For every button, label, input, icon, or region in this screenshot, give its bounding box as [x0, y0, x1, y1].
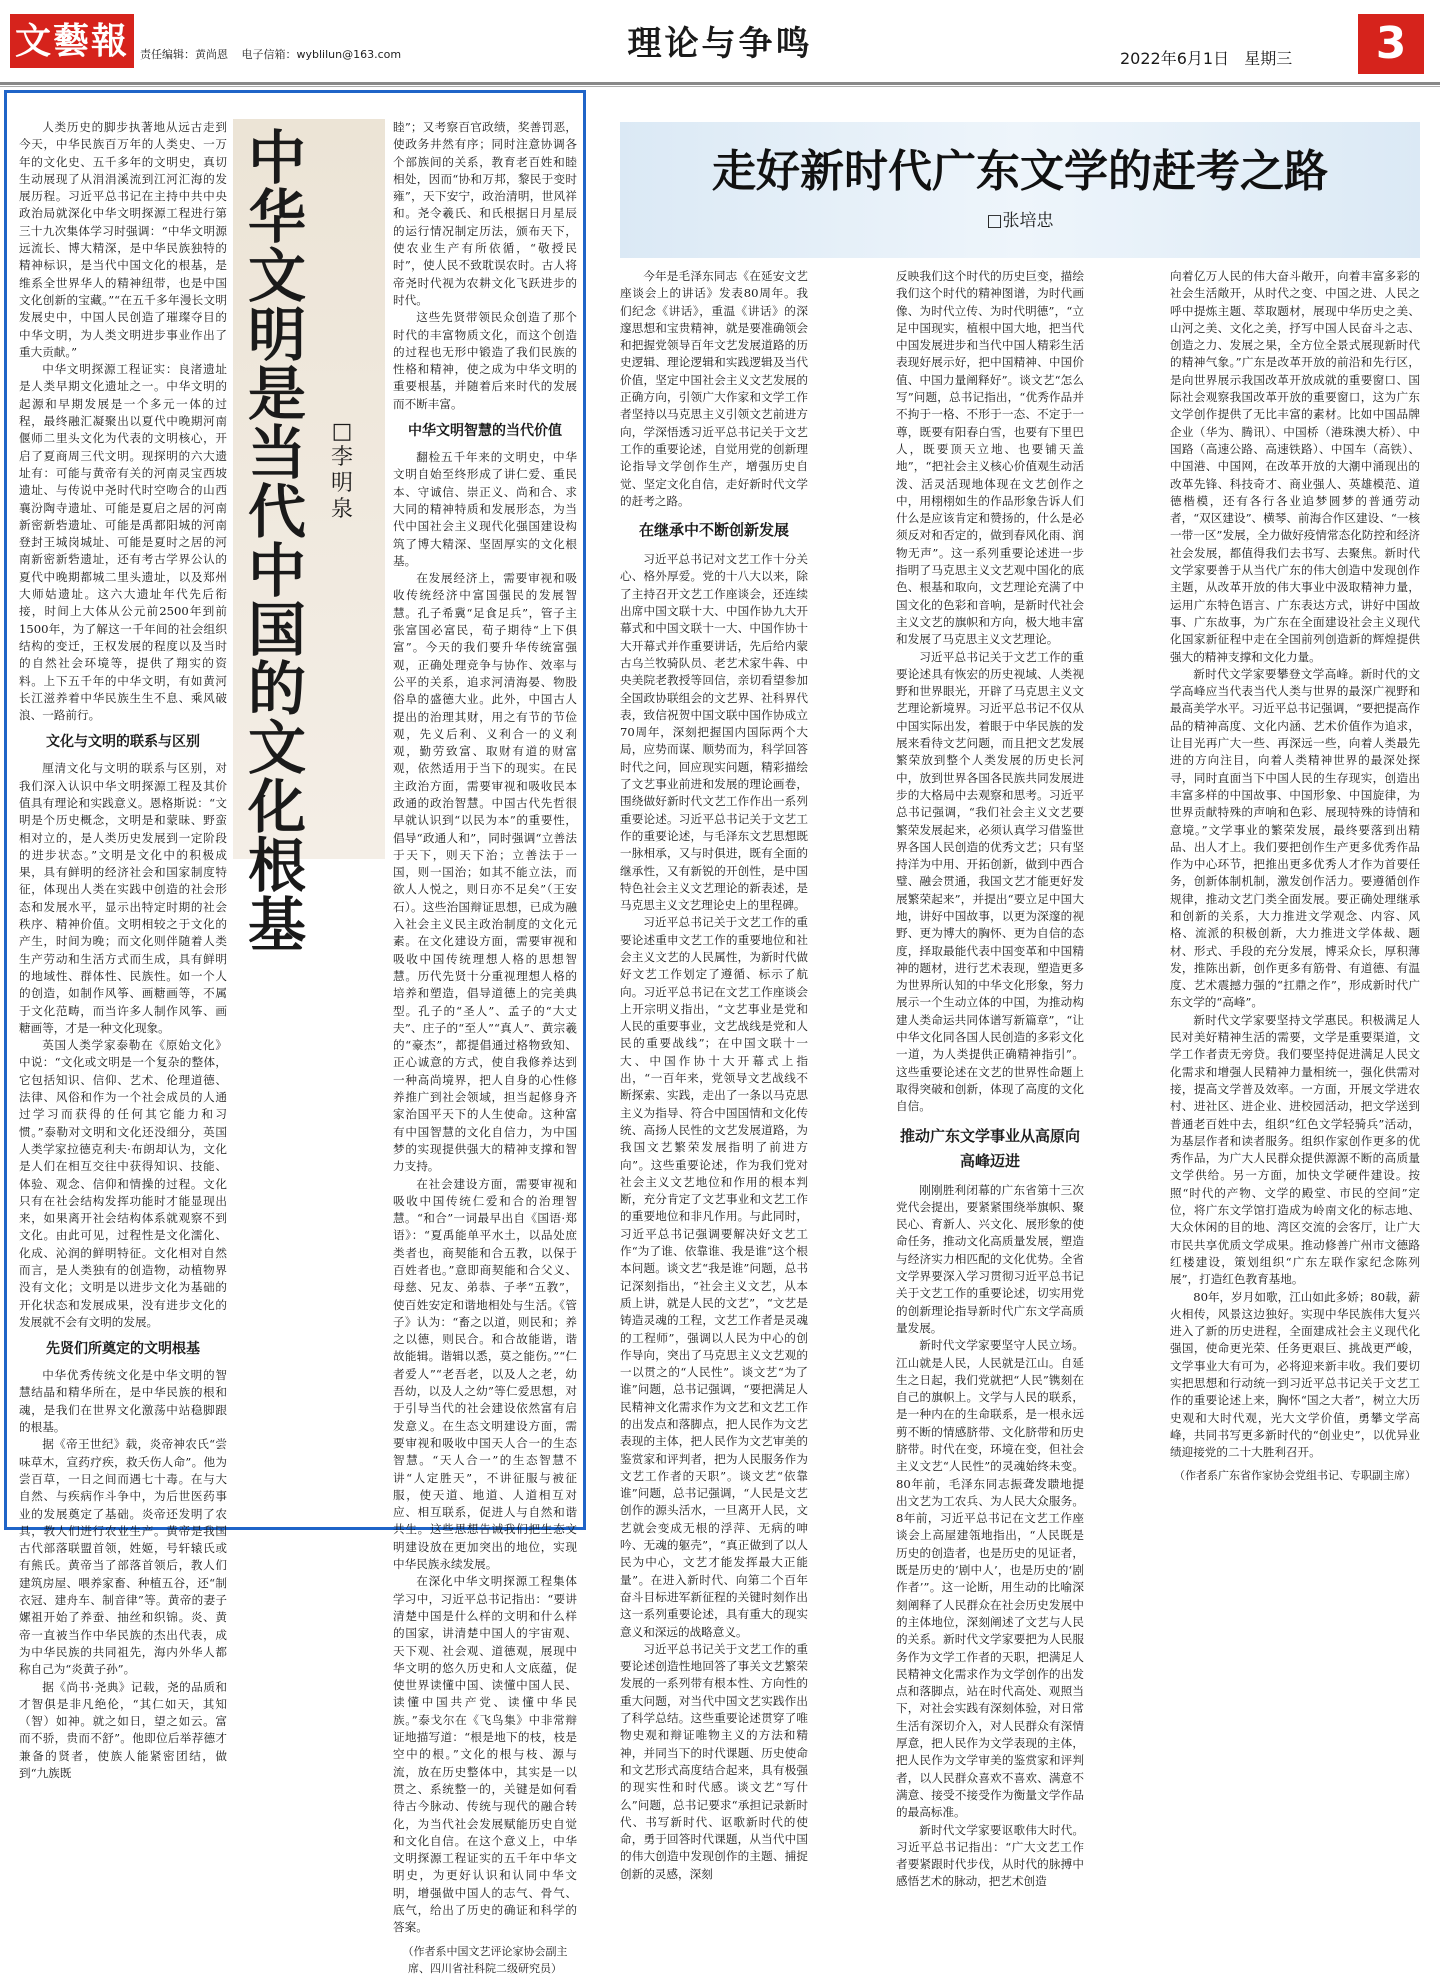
paragraph: 新时代文学家要坚守人民立场。江山就是人民，人民就是江山。自延生之日起，我们党就把“人民”镌刻在自己的旗帜上。文学与人民的联系，是一种内在的生命联系，是一根永远剪不断的情感脐带、文化脐带和历史脐带。时代在变，环境在变，但社会主义文艺“人民性”的灵魂始终未变。80年前，毛泽东同志振聋发聩地提出文艺为工农兵、为人民大众服务。8年前，习近平总书记在文艺工作座谈会上高屋建瓴地指出，“人民既是历史的创造者，也是历史的见证者，既是历史的‘剧中人’，也是历史的‘剧作者’”。这一论断，用生动的比喻深刻阐释了人民群众在社会历史发展中的主体地位，深刻阐述了文艺与人民的关系。新时代文学家要把为人民服务作为文学工作者的天职，把满足人民精神文化需求作为文学创作的出发点和落脚点，站在时代高处、观照当下，对社会实践有深刻体验，对日常生活有深切介入，对人民群众有深情厚意，把人民作为文学表现的主体，把人民作为文学审美的鉴赏家和评判者，以人民群众喜欢不喜欢、满意不满意、接受不接受作为衡量文学作品的最高标准。 — [896, 1338, 1084, 1820]
masthead — [0, 0, 1440, 84]
right-article-col3 — [1170, 268, 1420, 1530]
paragraph: 在社会建设方面，需要审视和吸收中国传统仁爱和合的治理智慧。“和合”一词最早出自《国语·郑语》：“夏禹能单平水土，以品处庶类者也，商契能和合五教，以保于百姓者也。”意即商契能和合父义、母慈、兄友、弟恭、子孝“五教”，使百姓安定和谐地相处与生活。《管子》认为：“畜之以道，则民和；养之以德，则民合。和合故能谐，谐故能辑。谐辑以悉，莫之能伤。”“仁者爱人”“老吾老，以及人之老，幼吾幼，以及人之幼”等仁爱思想，对于引导当代的社会建设依然富有启发意义。在生态文明建设方面，需要审视和吸收中国天人合一的生态智慧。“天人合一”的生态智慧不讲“人定胜天”，不讲征服与被征服，使天道、地道、人道相互对应、相互联系，促进人与自然和谐共生。这些思想告诫我们把生态文明建设放在更加突出的地位，实现中华民族永续发展。 — [393, 1176, 577, 1572]
section-heading: 文化与文明的联系与区别 — [46, 734, 200, 751]
paragraph: 反映我们这个时代的历史巨变，描绘我们这个时代的精神图谱，为时代画像、为时代立传、为时代明德”，“立足中国现实，植根中国大地，把当代中国发展进步和当代中国人精彩生活表现好展示好，把中国精神、中国价值、中国力量阐释好”。谈文艺“怎么写”问题，总书记指出，“优秀作品并不拘于一格、不形于一态、不定于一尊，既要有阳春白雪，也要有下里巴人，既要顶天立地、也要铺天盖地”，“把社会主义核心价值观生动活泼、活灵活现地体现在文艺创作之中，用栩栩如生的作品形象告诉人们什么是应该肯定和赞扬的，什么是必须反对和否定的，做到春风化雨、润物无声”。这一系列重要论述进一步指明了马克思主义文艺观中国化的底色、根基和取向，文艺理论充满了中国文化的色彩和音响，是新时代社会主义文艺的旗帜和方向，极大地丰富和发展了马克思主义文艺理论。 — [896, 269, 1084, 647]
paragraph: 据《帝王世纪》载，炎帝神农氏“尝味草木，宣药疗疾，救夭伤人命”。他为尝百草，一日之间而遇七十毒。在与大自然、与疾病作斗争中，为后世医药事业的发展奠定了基础。炎帝还发明了农具，教人们进行农业生产。黄帝是我国古代部落联盟首领，姓姬，号轩辕氏或有熊氏。黄帝当了部落首领后，教人们建筑房屋、喂养家畜、种植五谷，还“制衣冠、建舟车、制音律”等。黄帝的妻子嫘祖开始了养蚕、抽丝和织锦。炎、黄帝一直被当作中华民族的杰出代表，成为中华民族的共同祖先，海内外华人都称自己为“炎黄子孙”。 — [19, 1437, 227, 1677]
paragraph: 习近平总书记关于文艺工作的重要论述具有恢宏的历史视域、人类视野和世界眼光，开辟了马克思主义文艺理论新境界。习近平总书记不仅从中国实际出发，着眼于中华民族的发展来看待文艺问题，而且把文艺发展繁荣放到整个人类发展的历史长河中，放到世界各国各民族共同发展进步的大格局中去观察和思考。习近平总书记强调，“我们社会主义文艺要繁荣发展起来，必须认真学习借鉴世界各国人民创造的优秀文艺；只有坚持洋为中用、开拓创新，做到中西合璧、融会贯通，我国文艺才能更好发展繁荣起来”，并提出“要立足中国大地，讲好中国故事，以更为深邃的视野、更为博大的胸怀、更为自信的态度，择取最能代表中国变革和中国精神的题材，进行艺术表现，塑造更多为世界所认知的中华文化形象，努力展示一个生动立体的中国，为推动构建人类命运共同体谱写新篇章”，“让中华文化同各国人民创造的多彩文化一道，为人类提供正确精神指引”。这些重要论述在文艺的世界性命题上取得突破和创新，体现了高度的文化自信。 — [896, 649, 1084, 1114]
author-note: （作者系广东省作家协会党组书记、专职副主席） — [1174, 1469, 1416, 1483]
section-heading: 先贤们所奠定的文明根基 — [46, 1341, 200, 1358]
paragraph: 新时代文学家要攀登文学高峰。新时代的文学高峰应当代表当代人类与世界的最深广视野和最高美学水平。习近平总书记强调，“要把提高作品的精神高度、文化内涵、艺术价值作为追求，让目光再广大一些、再深远一些，向着人类最先进的方向注目，向着人类精神世界的最深处探寻，同时直面当下中国人民的生存现实，创造出丰富多样的中国故事、中国形象、中国旋律，为世界贡献特殊的声响和色彩、展现特殊的诗情和意境。”文学事业的繁荣发展，最终要落到出精品、出人才上。我们要把创作生产更多优秀作品作为中心环节，把推出更多优秀人才作为首要任务，创新体制机制，激发创作活力。要遵循创作规律，推动文艺门类全面发展。要正确处理继承和创新的关系，大力推进文学观念、内容、风格、流派的积极创新，大力推进文学体裁、题材、形式、手段的充分发展，博采众长，厚积薄发，推陈出新，创作更多有筋骨、有道德、有温度、艺术震撼力强的“扛鼎之作”，形成新时代广东文学的“高峰”。 — [1170, 666, 1420, 1010]
section-title: 理论与争鸣 — [627, 24, 813, 64]
editor-name: 责任编辑：黄尚恩 — [140, 48, 228, 61]
left-article — [4, 90, 586, 1975]
paragraph: 翻检五千年来的文明史，中华文明自始至终形成了讲仁爱、重民本、守诚信、崇正义、尚和合、求大同的精神特质和发展形态，为当代中国社会主义现代化强国建设构筑了博大精深、坚固厚实的文化根基。 — [393, 450, 577, 568]
left-article-title: 中 华 文 明 是 当 代 中 国 的 文 化 根 基 — [247, 124, 306, 959]
paragraph: 80年，岁月如歌，江山如此多娇；80载，薪火相传，风景这边独好。实现中华民族伟大复兴进入了新的历史进程，全面建成社会主义现代化强国，使命更光荣、任务更艰巨、挑战更严峻，文学事业大有可为，必将迎来新丰收。我们要切实把思想和行动统一到习近平总书记关于文艺工作的重要论述上来，胸怀“国之大者”，树立大历史观和大时代观，光大文学价值，勇攀文学高峰，共同书写更多新时代的“创业史”，以优异业绩迎接党的二十大胜利召开。 — [1170, 1289, 1420, 1460]
masthead-rule-thin — [0, 86, 1440, 87]
left-article-col2 — [393, 119, 577, 1975]
paragraph: 在深化中华文明探源工程集体学习中，习近平总书记指出：“要讲清楚中国是什么样的文明和什么样的国家，讲清楚中国人的宇宙观、天下观、社会观、道德观，展现中华文明的悠久历史和人文底蕴，促使世界读懂中国、读懂中国人民、读懂中国共产党、读懂中华民族。”泰戈尔在《飞鸟集》中非常辩证地描写道：“根是地下的枝，枝是空中的根。”文化的根与枝、源与流，放在历史整体中，其实是一以贯之、系统整一的，关键是如何看待古今脉动、传统与现代的融合转化，为当代社会发展赋能历史自觉和文化自信。在这个意义上，中华文明探源工程证实的五千年中华文明史，为更好认识和认同中华文明，增强做中国人的志气、骨气、底气，给出了历史的确证和科学的答案。 — [393, 1574, 577, 1935]
page-number: 3 — [1358, 14, 1424, 74]
paragraph: 厘清文化与文明的联系与区别，对我们深入认识中华文明探源工程及其价值具有理论和实践意义。恩格斯说：“文明是个历史概念，文明是和蒙昧、野蛮相对立的，是人类历史发展到一定阶段的进步状态。”文明是文化中的积极成果，具有鲜明的经济社会和国家制度特征，体现出人类在实践中创造的社会形态和发展水平，显示出特定时期的社会秩序、精神价值。文明相较之于文化的产生，时间为晚；而文化则伴随着人类生产劳动和生活方式而生成，具有鲜明的地域性、群体性、民族性。如一个人的创造，如制作风筝、画糖画等，不属于文化范畴，而当许多人制作风筝、画糖画等，才是一种文化现象。 — [19, 761, 227, 1035]
paragraph: 刚刚胜利闭幕的广东省第十三次党代会提出，要紧紧围绕举旗帜、聚民心、育新人、兴文化、展形象的使命任务，推动文化高质量发展，塑造与经济实力相匹配的文化优势。全省文学界要深入学习贯彻习近平总书记关于文艺工作的重要论述，切实用党的创新理论指导新时代广东文学高质量发展。 — [896, 1182, 1084, 1335]
paragraph: 习近平总书记关于文艺工作的重要论述创造性地回答了事关文艺繁荣发展的一系列带有根本性、方向性的重大问题，对当代中国文艺实践作出了科学总结。这些重要论述贯穿了唯物史观和辩证唯物主义的方法和精神，并同当下的时代课题、历史使命和文艺形式高度结合起来，具有极强的现实性和时代感。谈文艺“写什么”问题，总书记要求“承担记录新时代、书写新时代、讴歌新时代的使命，勇于回答时代课题，从当代中国的伟大创造中发现创作的主题、捕捉创新的灵感，深刻 — [620, 1641, 808, 1881]
paragraph: 在发展经济上，需要审视和吸收传统经济中富国强民的发展智慧。孔子希冀“足食足兵”，管子主张富国必富民，荀子期待“上下俱富”。今天的我们要升华传统富强观，正确处理竞争与协作、效率与公平的关系，追求河清海晏、物股俗阜的盛德大业。此外，中国古人提出的治理其财，用之有节的节俭观，先义后利、义利合一的义利观，勤劳致富、取财有道的财富观，依然适用于当下的现实。在民主政治方面，需要审视和吸收民本政通的政治智慧。中国古代先哲很早就认识到“以民为本”的重要性，倡导“政通人和”，同时强调“立善法于天下，则天下治；立善法于一国，则一国治；如其不能立法，而欲人人悦之，则日亦不足矣”（王安石）。这些治国辩证思想，已成为融入社会主义民主政治制度的文化元素。在文化建设方面，需要审视和吸收中国传统理想人格的思想智慧。历代先贤十分重视理想人格的培养和塑造，倡导道德上的完美典型。孔子的“圣人”、孟子的“大丈夫”、庄子的“至人”“真人”、黄宗羲的“豪杰”，都提倡通过格物致知、正心诚意的方式，使自我修养达到一种高尚境界，把人自身的心性修养推广到社会领域，担当起修身齐家治国平天下的人生使命。这种富有中国智慧的文化自信力，为中国梦的实现提供强大的精神支撑和智力支持。 — [393, 571, 577, 1174]
paragraph: 新时代文学家要坚持文学惠民。积极满足人民对美好精神生活的需要，文学是重要渠道，文学工作者责无旁贷。我们要坚持促进满足人民文化需求和增强人民精神力量相统一，强化供需对接，提高文学普及效率。一方面，开展文学进农村、进社区、进企业、进校园活动，把文学送到普通老百姓中去，组织“红色文学轻骑兵”活动，为基层作者和读者服务。组织作家创作更多的优秀作品，为广大人民群众提供源源不断的高质量文学供给。另一方面，加快文学硬件建设。按照“时代的产物、文学的殿堂、市民的空间”定位，将广东文学馆打造成为岭南文化的标志地、大众休闲的目的地、湾区交流的会客厅，让广大市民共享优质文学成果。推动修善广州市文德路红楼建设，策划组织“广东左联作家纪念陈列展”，打造红色教育基地。 — [1170, 1012, 1420, 1287]
editor-info — [140, 46, 411, 62]
newspaper-logo: 文藝報 — [10, 14, 134, 68]
section-heading: 中华文明智慧的当代价值 — [408, 423, 562, 440]
masthead-rule — [0, 82, 1440, 85]
right-article-title: 走好新时代广东文学的赶考之路 — [712, 146, 1328, 197]
paragraph: 据《尚书·尧典》记载，尧的品质和才智俱是非凡绝伦，“其仁如天，其知（智）如神。就之如日，望之如云。富而不骄，贵而不舒”。他即位后举荐德才兼备的贤者，使族人能紧密团结，做到“九族既 — [19, 1679, 227, 1781]
paragraph: 睦”；又考察百官政绩，奖善罚恶，使政务井然有序；同时注意协调各个部族间的关系，教育老百姓和睦相处，因而“协和万邦，黎民于变时雍”，天下安宁，政治清明，世风祥和。尧令羲氏、和氏根据日月星辰的运行情况制定历法，颁布天下，使农业生产有所依循，“敬授民时”，使人民不致耽误农时。古人将帝尧时代视为农耕文化飞跃进步的时代。 — [393, 120, 577, 307]
right-article-col2 — [896, 268, 1084, 1889]
section-heading: 在继承中不断创新发展 — [638, 521, 789, 540]
paragraph: 新时代文学家要讴歌伟大时代。习近平总书记指出：“广大文艺工作者要紧跟时代步伐，从时代的脉搏中感悟艺术的脉动，把艺术创造 — [896, 1822, 1084, 1889]
right-article-banner — [620, 122, 1420, 258]
issue-date — [1120, 46, 1302, 69]
paragraph: 习近平总书记关于文艺工作的重要论述重申文艺工作的重要地位和社会主义文艺的人民属性，为新时代做好文艺工作划定了遵循、标示了航向。习近平总书记在文艺工作座谈会上开宗明义指出，“文艺事业是党和人民的重要事业，文艺战线是党和人民的重要战线”；在中国文联十一大、中国作协十大开幕式上指出，“一百年来，党领导文艺战线不断探索、实践，走出了一条以马克思主义为指导、符合中国国情和文化传统、高扬人民性的文艺发展道路，为我国文艺繁荣发展指明了前进方向”。这些重要论述，作为我们党对社会主义文艺地位和作用的根本判断，充分肯定了文艺事业和文艺工作的重要地位和非凡作用。与此同时，习近平总书记强调要解决好文艺工作“为了谁、依靠谁、我是谁”这个根本问题。谈文艺“我是谁”问题，总书记深刻指出，“社会主义文艺，从本质上讲，就是人民的文艺”，“文艺是铸造灵魂的工程，文艺工作者是灵魂的工程师”，强调以人民为中心的创作导向，突出了马克思主义文艺观的一以贯之的“人民性”。谈文艺“为了谁”问题，总书记强调，“要把满足人民精神文化需求作为文艺和文艺工作的出发点和落脚点，把人民作为文艺表现的主体，把人民作为文艺审美的鉴赏家和评判者，把为人民服务作为文艺工作者的天职”。谈文艺“依靠谁”问题，总书记强调，“人民是文艺创作的源头活水，一旦离开人民，文艺就会变成无根的浮萍、无病的呻吟、无魂的躯壳”，“真正做到了以人民为中心，文艺才能发挥最大正能量”。在进入新时代、向第二个百年奋斗目标进军新征程的关键时刻作出这一系列重要论述，具有重大的现实意义和深远的战略意义。 — [620, 915, 808, 1639]
paragraph: 中华优秀传统文化是中华文明的智慧结晶和精华所在，是中华民族的根和魂，是我们在世界文化激荡中站稳脚跟的根基。 — [19, 1368, 227, 1435]
weekday-text: 星期三 — [1244, 49, 1293, 68]
left-article-author: □ 李 明 泉 — [330, 419, 353, 522]
vertical-title-block — [233, 119, 385, 959]
paragraph: 这些先贤带领民众创造了那个时代的丰富物质文化，而这个创造的过程也无形中锻造了我们民族的性格和精神，使之成为中华文明的重要根基，并随着后来时代的发展而不断丰富。 — [393, 310, 577, 411]
paragraph: 英国人类学家泰勒在《原始文化》中说：“文化或文明是一个复杂的整体，它包括知识、信仰、艺术、伦理道德、法律、风俗和作为一个社会成员的人通过学习而获得的任何其它能力和习惯。”泰勒对文明和文化还没细分，英国人类学家拉德克利夫·布朗却认为，文化是人们在相互交往中获得知识、技能、体验、观念、信仰和情操的过程。文化只有在社会结构发挥功能时才能显现出来，如果离开社会结构体系就观察不到文化。由此可见，过程性是文化濡化、化成、沁润的鲜明特征。文化相对自然而言，是人类独有的创造物，动植物界没有文化；文明是以进步文化为基础的开化状态和发展成果，没有进步文化的发展就不会有文明的发展。 — [19, 1038, 227, 1329]
paragraph: 习近平总书记对文艺工作十分关心、格外厚爱。党的十八大以来，除了主持召开文艺工作座谈会，还连续出席中国文联十大、中国作协九大开幕式和中国文联十一大、中国作协十大开幕式并作重要讲话，先后给内蒙古乌兰牧骑队员、老艺术家牛犇、中央美院老教授等回信，亲切看望参加全国政协联组会的文艺界、社科界代表，致信祝贺中国文联中国作协成立70周年，深刻把握国内国际两个大局，应势而谋、顺势而为，科学回答时代之问，回应现实问题，精彩描绘了文艺事业前进和发展的理论画卷，围绕做好新时代文艺工作作出一系列重要论述。习近平总书记关于文艺工作的重要论述，与毛泽东文艺思想既一脉相承，又与时俱进，既有全面的继承性，又有新锐的开创性，是中国特色社会主义文艺理论的新表述，是马克思主义文艺理论史上的里程碑。 — [620, 552, 808, 913]
author-note: （作者系中国文艺评论家协会副主席、四川省社科院二级研究员） — [402, 1944, 568, 1975]
left-article-col1 — [19, 119, 227, 1781]
right-article-author: □张培忠 — [986, 211, 1054, 231]
editor-email: 电子信箱：wyblilun@163.com — [241, 48, 402, 61]
paragraph: 向着亿万人民的伟大奋斗敞开，向着丰富多彩的社会生活敞开，从时代之变、中国之进、人民之呼中提炼主题、萃取题材，展现中华历史之美、山河之美、文化之美，抒写中国人民奋斗之志、创造之力、发展之果，全方位全景式展现新时代的精神气象。”广东是改革开放的前沿和先行区，是向世界展示我国改革开放成就的重要窗口、国际社会观察我国改革开放的重要窗口，这为广东文学创作提供了无比丰富的素材。比如中国品牌企业（华为、腾讯）、中国桥（港珠澳大桥）、中国路（高速公路、高速铁路）、中国车（高铁）、中国港、中国网，在改革开放的大潮中涌现出的改革先锋、科技奇才、商业强人、英雄模范、道德楷模，还有各行各业追梦圆梦的普通劳动者，“双区建设”、横琴、前海合作区建设、“一核一带一区”发展，全力做好疫情常态化防控和经济社会发展，都值得我们去书写、去聚焦。新时代文学家要善于从当代广东的伟大创造中发现创作主题，从改革开放的伟大事业中汲取精神力量，运用广东特色语言、广东表达方式，讲好中国故事、广东故事，为广东在全面建设社会主义现代化国家新征程中走在全国前列创造新的辉煌提供强大的精神支撑和文化力量。 — [1170, 269, 1420, 664]
right-article-col1 — [620, 268, 808, 1881]
paragraph: 人类历史的脚步执著地从远古走到今天，中华民族百万年的人类史、一万年的文化史、五千多年的文明史，真切生动展现了从涓涓溪流到江河汇海的发展历程。习近平总书记在主持中共中央政治局就深化中华文明探源工程进行第三十九次集体学习时强调：“中华文明源远流长、博大精深，是中华民族独特的精神标识，是当代中国文化的根基，是维系全世界华人的精神纽带，也是中国文化创新的宝藏。”“在五千多年漫长文明发展史中，中国人民创造了璀璨夺目的中华文明，为人类文明进步事业作出了重大贡献。” — [19, 120, 227, 359]
paragraph: 今年是毛泽东同志《在延安文艺座谈会上的讲话》发表80周年。我们纪念《讲话》，重温《讲话》的深邃思想和宝贵精神，就是要准确领会和把握党领导百年文艺发展道路的历史逻辑、理论逻辑和实践逻辑及当代价值，坚定中国社会主义文艺发展的正确方向，引领广大作家和文学工作者坚持以马克思主义引领文艺前进方向，学深悟透习近平总书记关于文艺工作的重要论述，自觉用党的创新理论指导文学创作生产，增强历史自觉、坚定文化自信，走好新时代文学的赶考之路。 — [620, 269, 808, 508]
paragraph: 中华文明探源工程证实：良渚遗址是人类早期文化遗址之一。中华文明的起源和早期发展是一个多元一体的过程，最终融汇凝聚出以夏代中晚期河南偃师二里头文化为代表的文明核心，开启了夏商周三代文明。现探明的六大遗址有：可能与黄帝有关的河南灵宝西坡遗址、与传说中尧时代时空吻合的山西襄汾陶寺遗址、可能是夏启之居的河南新密新砦遗址、可能是禹都阳城的河南登封王城岗城址、可能是夏时之居的河南新密新砦遗址，还有考古学界公认的夏代中晚期都城二里头遗址，以及郑州大师姑遗址。这六大遗址年代先后衔接，时间上大体从公元前2500年到前1500年，为了解这一千年间的社会组织结构的变迁，王权发展的程度以及当时的自然社会环境等，提供了翔实的资料。上下五千年的中华文明，有如黄河长江滋养着中华民族生生不息、乘风破浪、一路前行。 — [19, 362, 227, 723]
date-text: 2022年6月1日 — [1120, 49, 1230, 68]
section-heading: 推动广东文学事业从高原向高峰迈进 — [899, 1126, 1080, 1170]
